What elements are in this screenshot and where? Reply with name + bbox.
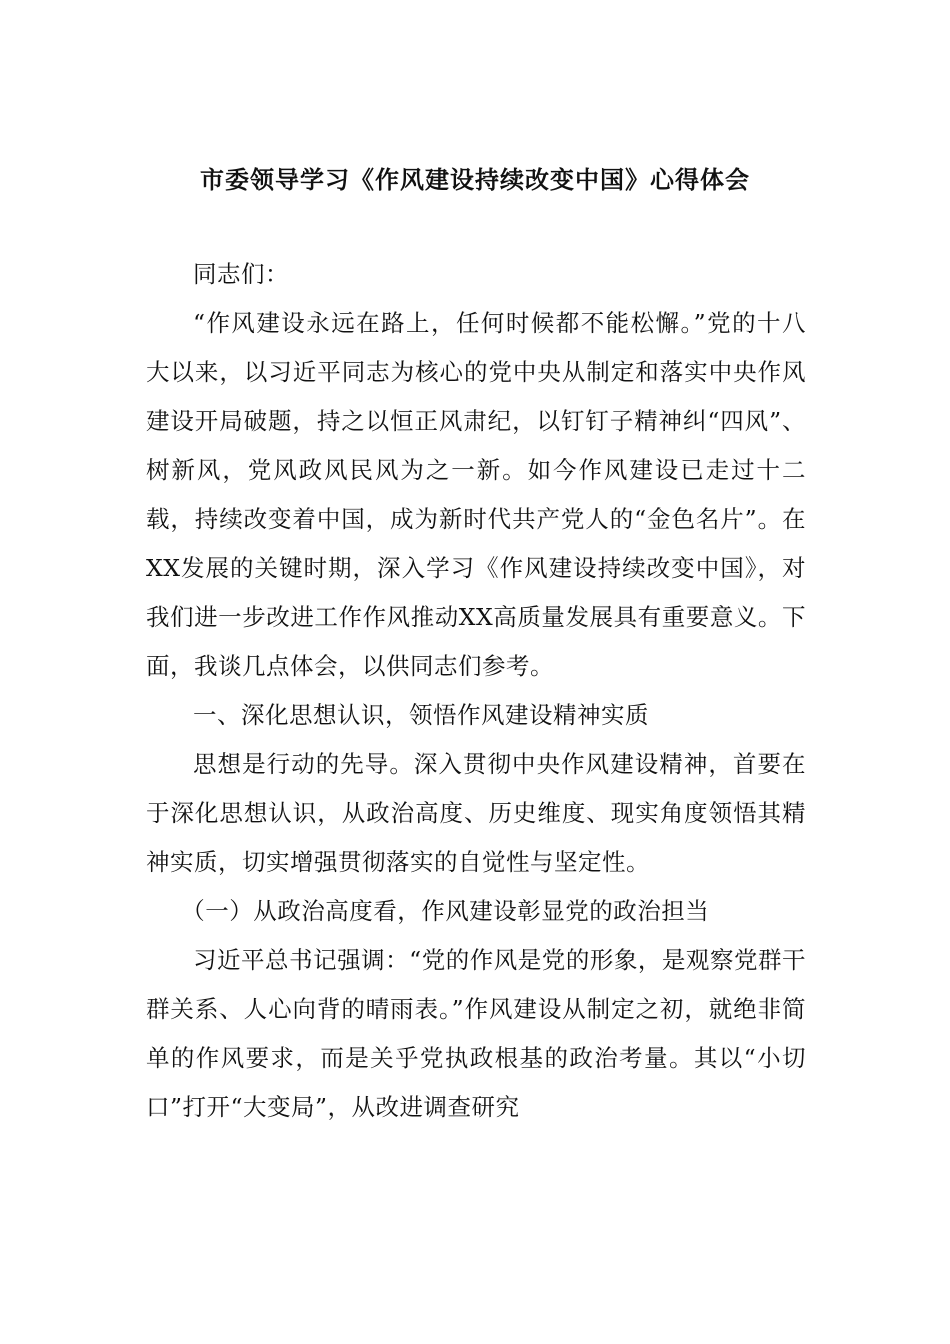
intro-paragraph: “作风建设永远在路上，任何时候都不能松懈。”党的十八大以来，以习近平同志为核心的党中央从制定和落实中央作风建设开局破题，持之以恒正风肃纪，以钉钉子精神纠“四风”、树新风，党风政风民风为之一新。如今作风建设已走过十二载，持续改变着中国，成为新时代共产党人的“金色名片”。在XX发展的关键时期，深入学习《作风建设持续改变中国》，对我们进一步改进工作作风推动XX高质量发展具有重要意义。下面，我谈几点体会，以供同志们参考。 — [146, 309, 806, 680]
document-body — [146, 250, 806, 1132]
subsection-heading-1: （一）从政治高度看，作风建设彰显党的政治担当 — [181, 897, 710, 925]
document-title: 市委领导学习《作风建设持续改变中国》心得体会 — [200, 165, 750, 194]
salutation: 同志们： — [193, 260, 289, 288]
section-heading-1: 一、深化思想认识，领悟作风建设精神实质 — [193, 701, 649, 729]
subsection-paragraph-1: 习近平总书记强调：“党的作风是党的形象，是观察党群干群关系、人心向背的晴雨表。”作风建设从制定之初，就绝非简单的作风要求，而是关乎党执政根基的政治考量。其以“小切口”打开“大变局”，从改进调查研究 — [146, 946, 806, 1121]
section-paragraph-1: 思想是行动的先导。深入贯彻中央作风建设精神，首要在于深化思想认识，从政治高度、历史维度、现实角度领悟其精神实质，切实增强贯彻落实的自觉性与坚定性。 — [146, 750, 806, 876]
